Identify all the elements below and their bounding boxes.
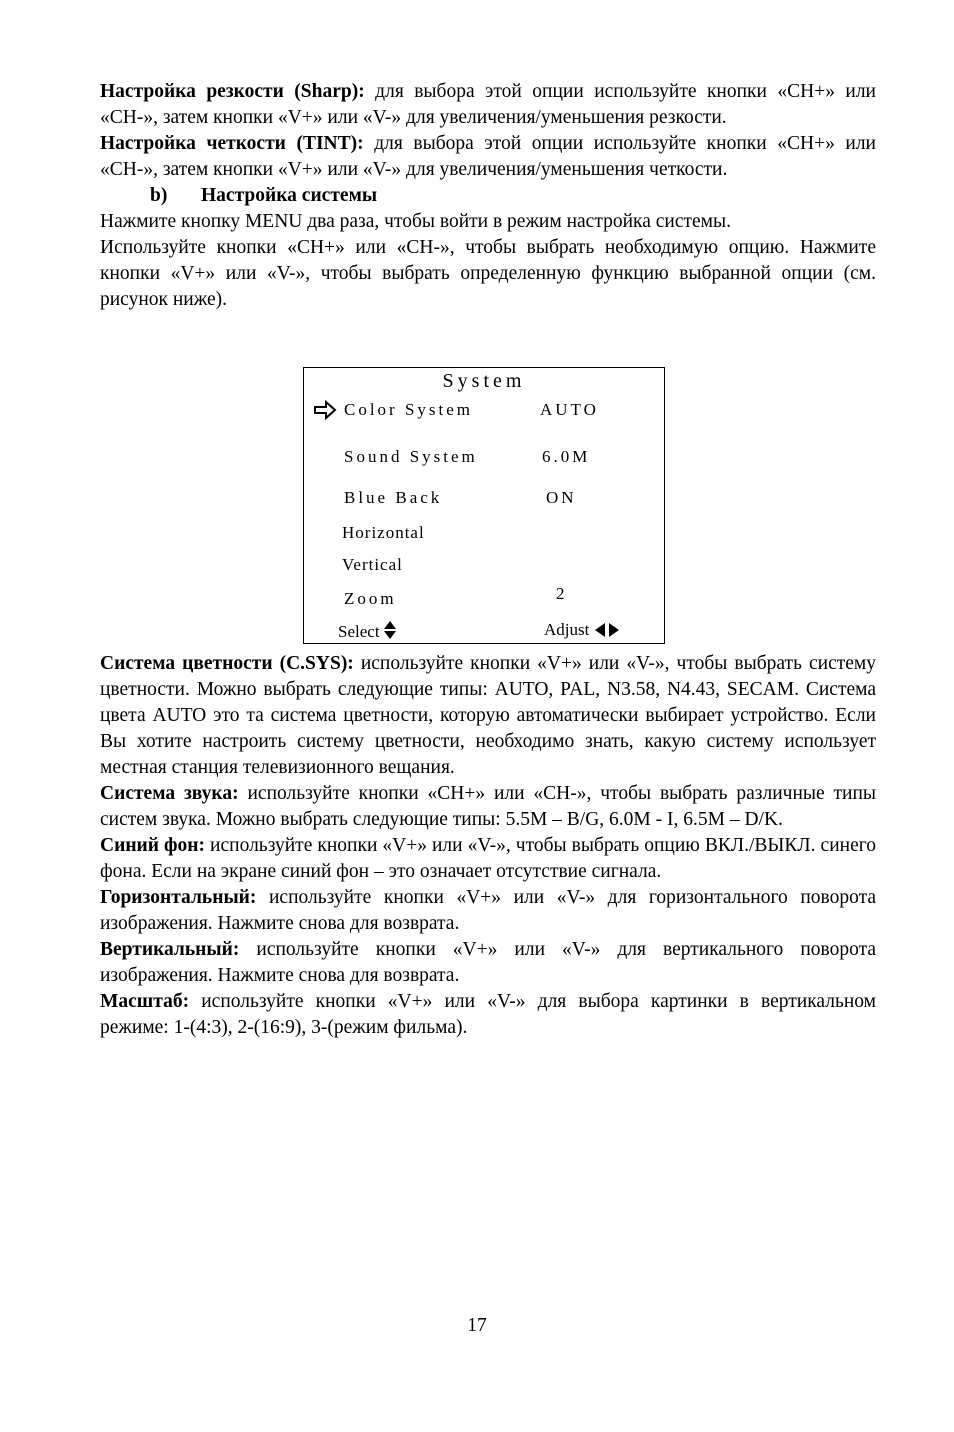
vertical-paragraph: Вертикальный: используйте кнопки «V+» или «V-» для вертикального поворота изображения. Нажмите снова для возврата. bbox=[100, 939, 876, 986]
page-number: 17 bbox=[467, 1315, 487, 1336]
section-heading: b) Настройка системы bbox=[150, 185, 378, 206]
details-body bbox=[100, 651, 876, 1041]
menu-footer-adjust: Adjust bbox=[544, 620, 620, 640]
sound-system-paragraph: Система звука: используйте кнопки «CH+» или «CH-», чтобы выбрать различные типы систем звука. Можно выбрать следующие типы: 5.5M – B/G, 6.0M - I, 6.5M – D/K. bbox=[100, 783, 876, 830]
menu-title: System bbox=[442, 370, 526, 392]
menu-instruction: Нажмите кнопку MENU два раза, чтобы войти в режим настройка системы. bbox=[100, 211, 731, 232]
horizontal-paragraph: Горизонтальный: используйте кнопки «V+» или «V-» для горизонтального поворота изображения. Нажмите снова для возврата. bbox=[100, 887, 876, 934]
system-menu-figure bbox=[303, 367, 665, 644]
menu-item-vertical-label: Vertical bbox=[342, 555, 403, 574]
menu-item-zoom-label: Zoom bbox=[344, 589, 397, 608]
page-body bbox=[100, 79, 876, 313]
blue-back-paragraph: Синий фон: используйте кнопки «V+» или «V-», чтобы выбрать опцию ВКЛ./ВЫКЛ. синего фона. Если на экране синий фон – это означает отсутствие сигнала. bbox=[100, 835, 876, 882]
menu-item-horizontal-label: Horizontal bbox=[342, 523, 425, 542]
menu-item-blue-back-label: Blue Back bbox=[344, 488, 443, 507]
menu-item-zoom-value: 2 bbox=[556, 584, 565, 603]
menu-item-color-system-label: Color System bbox=[344, 400, 474, 419]
menu-item-sound-system-value: 6.0M bbox=[542, 447, 591, 466]
tint-paragraph: Настройка четкости (TINT): для выбора этой опции используйте кнопки «CH+» или «CH-», затем кнопки «V+» или «V-» для увеличения/уменьшения четкости. bbox=[100, 133, 876, 180]
menu-item-blue-back-value: ON bbox=[546, 488, 577, 507]
up-down-arrow-icon bbox=[383, 620, 397, 640]
left-right-arrow-icon bbox=[594, 622, 620, 638]
menu-item-sound-system-label: Sound System bbox=[344, 447, 478, 466]
zoom-paragraph: Масштаб: используйте кнопки «V+» или «V-» для выбора картинки в вертикальном режиме: 1-(4:3), 2-(16:9), 3-(режим фильма). bbox=[100, 991, 876, 1038]
right-arrow-icon bbox=[313, 400, 337, 420]
navigation-instruction: Используйте кнопки «CH+» или «CH-», чтобы выбрать необходимую опцию. Нажмите кнопки «V+» или «V-», чтобы выбрать определенную функцию выбранной опции (см. рисунок ниже). bbox=[100, 237, 876, 310]
menu-item-color-system-value: AUTO bbox=[540, 400, 599, 419]
menu-footer-select: Select bbox=[338, 620, 397, 642]
sharp-paragraph: Настройка резкости (Sharp): для выбора этой опции используйте кнопки «CH+» или «CH-», затем кнопки «V+» или «V-» для увеличения/уменьшения резкости. bbox=[100, 81, 876, 128]
color-system-paragraph: Система цветности (C.SYS): используйте кнопки «V+» или «V-», чтобы выбрать систему цветности. Можно выбрать следующие типы: AUTO, PAL, N3.58, N4.43, SECAM. Система цвета AUTO это та система цветности, которую автоматически выбирает устройство. Если Вы хотите настроить систему цветности, необходимо знать, какую систему использует местная станция телевизионного вещания. bbox=[100, 653, 876, 778]
